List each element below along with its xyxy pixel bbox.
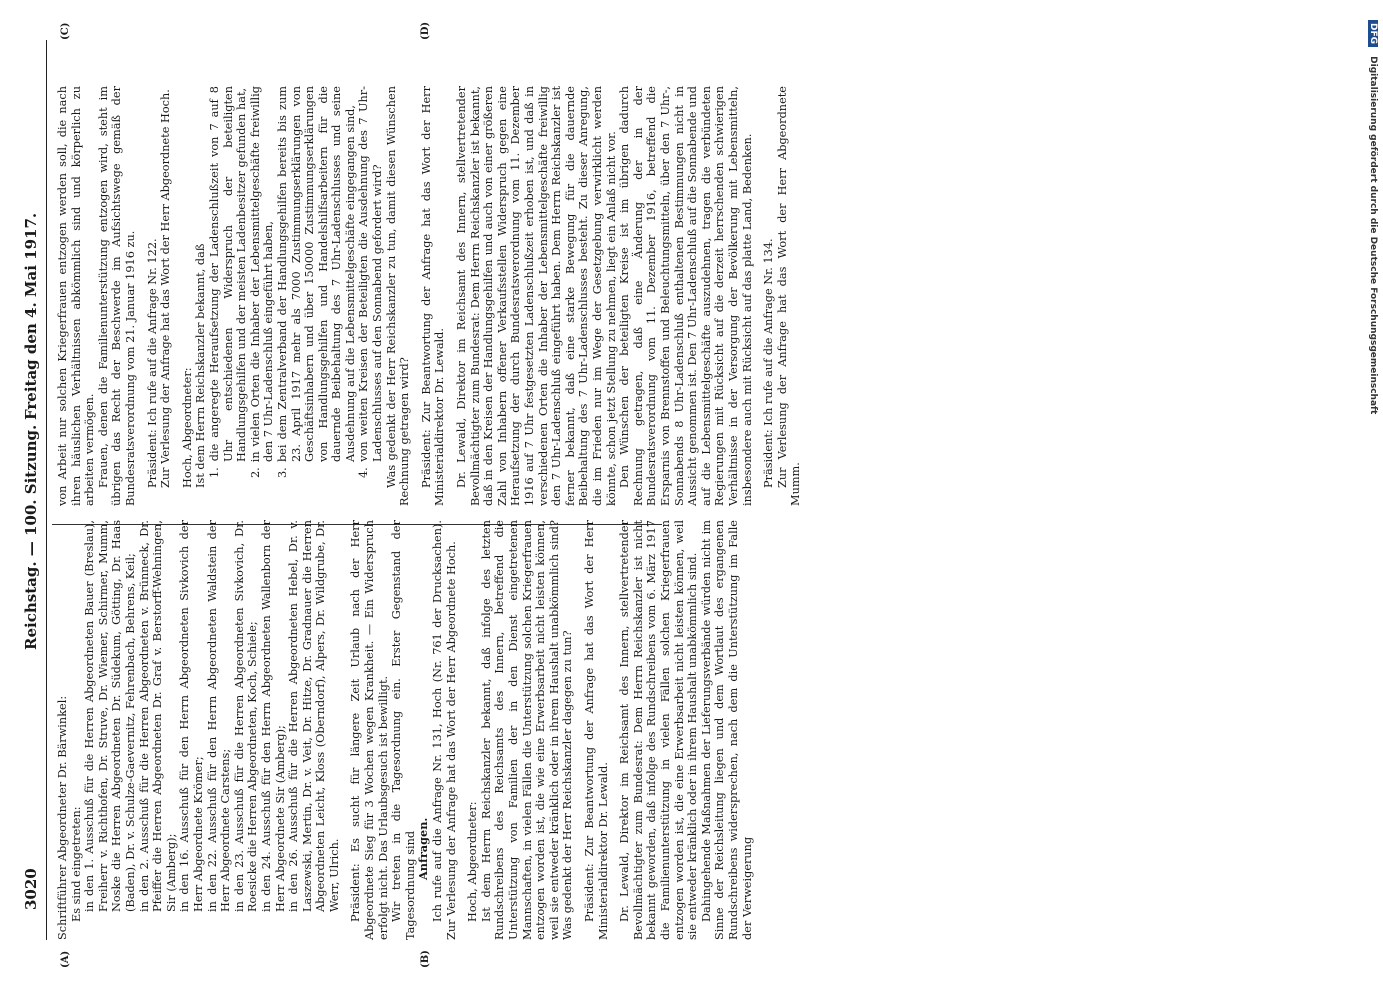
paragraph	[610, 520, 618, 940]
rotated-page	[20, 20, 1356, 980]
paragraph: Den Wünschen der beteiligten Kreise ist im übrigen dadurch Rechnung getragen, daß eine Änderung der in der Bundesratsverordnung vom 11. Dezember 1916, betreffend die Ersparnis von Brennstoffen und Beleuchtungsmitteln, über den 7 Uhr-, Sonnabends 8 Uhr-Ladenschluß enthaltenen Bestimmungen nicht in Aussicht genommen ist. Den 7 Uhr-Ladenschluß auf die Sonnabende und auf die Lebensmittelgeschäfte auszudehnen, tragen die verbündeten Regierungen mit Rücksicht auf die derzeit herrschenden schwierigen Verhältnisse in der Versorgung der Bevölkerung mit Lebensmitteln, insbesondere auch mit Rücksicht auf das platte Land, Bedenken.	[618, 86, 754, 506]
paragraph: Dr. Lewald, Direktor im Reichsamt des Innern, stellvertretender Bevollmächtigter zum Bundesrat: Dem Herrn Reichskanzler ist bekannt, daß in den Kreisen der Handlungsgehilfen und auch von einer größeren Zahl von Inhabern offener Verkaufsstellen Widerspruch gegen eine Heraufsetzung der durch Bundesratsverordnung vom 11. Dezember 1916 auf 7 Uhr festgesetzten Ladenschlußzeit erhoben ist, und daß in verschiedenen Orten die Inhaber der Lebensmittelgeschäfte freiwillig den 7 Uhr-Ladenschluß eingeführt haben. Dem Herrn Reichskanzler ist ferner bekannt, daß eine starke Bewegung für die dauernde Beibehaltung des 7 Uhr-Ladenschlusses besteht. Zu dieser Anregung, die im Frieden nur im Wege der Gesetzgebung verwirklicht werden könnte, schon jetzt Stellung zu nehmen, liegt ein Anlaß nicht vor.	[455, 86, 618, 506]
paragraph: in den 23. Ausschuß für die Herren Abgeordneten Sivkovich, Dr. Roesicke die Herren Abgeordneten, Koch, Schiele;	[232, 520, 260, 912]
paragraph: Wir treten in die Tagesordnung ein. Erster Gegenstand der Tagesordnung sind	[390, 520, 417, 940]
paragraph: Dr. Lewald, Direktor im Reichsamt des Innern, stellvertretender Bevollmächtigter zum Bundesrat: Dem Herrn Reichskanzler ist nicht bekannt geworden, daß infolge des Rundschreibens vom 6. März 1917 die Familienunterstützung in vielen Fällen solchen Kriegerfrauen entzogen worden ist, die eine Erwerbsarbeit nicht leisten können, weil sie entweder kränklich oder in ihrem Haushalt unabkömmlich sind.	[618, 520, 700, 940]
paragraph: Präsident: Zur Beantwortung der Anfrage hat das Wort der Herr Ministerialdirektor Dr. Lewald.	[419, 86, 447, 506]
paragraph: von Arbeit nur solchen Kriegerfrauen entzogen werden soll, die nach ihren häuslichen Verhältnissen abkömmlich sind und körperlich zu arbeiten vermögen.	[56, 86, 97, 506]
paragraph: Was gedenkt der Herr Reichskanzler zu tun, damit diesen Wünschen Rechnung getragen wird?	[384, 86, 412, 506]
page-header	[20, 20, 44, 980]
paragraph	[138, 86, 146, 506]
paragraph	[341, 520, 349, 940]
footer-text: Digitalisierung gefördert durch die Deutsche Forschungsgemeinschaft	[1368, 56, 1378, 415]
paragraph: Anfragen.	[416, 817, 431, 880]
paragraph: Präsident: Es sucht für längere Zeit Urlaub nach der Herr Abgeordnete Sieg für 3 Wochen wegen Krankheit. — Ein Widerspruch erfolgt nicht. Das Urlaubsgesuch ist bewilligt.	[349, 520, 390, 940]
paragraph: 3. bei dem Zentralverband der Handlungsgehilfen bereits bis zum 23. April 1917 mehr als 7000 Zustimmungserklärungen von Geschäftsinhabern und über 150000 Zustimmungserklärungen von Handlungsgehilfen und Handelshilfsarbeitern für die dauernde Beibehaltung des 7 Uhr-Ladenschlusses und seine Ausdehnung auf die Lebensmittelgeschäfte eingegangen sind,	[275, 86, 357, 478]
footer	[1362, 20, 1378, 980]
paragraph	[458, 520, 466, 940]
paragraph: Ich rufe auf die Anfrage Nr. 131, Hoch (Nr. 761 der Drucksachen). Zur Verlesung der Anfrage hat das Wort der Herr Abgeordnete Hoch.	[431, 520, 458, 940]
paragraph: in den 1. Ausschuß für die Herren Abgeordneten Bauer (Breslau), Freiherr v. Richthofen, Dr. Struve, Dr. Wiemer, Schirmer, Mumm, Noske die Herren Abgeordneten Dr. Südekum, Götting, Dr. Haas (Baden), Dr. v. Schulze-Gaevernitz, Fehrenbach, Behrens, Keil;	[83, 520, 137, 912]
left-column	[56, 520, 754, 940]
paragraph: Dahingehende Maßnahmen der Lieferungsverbände würden nicht im Sinne der Reichsleitung liegen und dem Wortlaut des ergangenen Rundschreibens widersprechen, nach dem die Unterstützung im Falle der Verweigerung	[699, 520, 754, 940]
session-title: Reichstag. — 100. Sitzung.	[22, 424, 40, 650]
paragraph: Ist dem Herrn Reichskanzler bekannt, daß	[194, 243, 208, 488]
header-rule	[46, 40, 47, 940]
paragraph: Es sind eingetreten:	[69, 806, 83, 922]
paragraph: in den 22. Ausschuß für den Herrn Abgeordneten Waldstein der Herr Abgeordnete Carstens;	[205, 520, 233, 912]
paragraph	[447, 86, 455, 506]
paragraph: Zur Verlesung der Anfrage hat das Wort der Herr Abgeordnete Mumm.	[775, 86, 803, 506]
paragraph: 4. von weiten Kreisen der Beteiligten die Ausdehnung des 7 Uhr-Ladenschlusses auf den Sonnabend gefordert wird?	[357, 86, 385, 478]
paragraph	[173, 86, 181, 506]
paragraph	[412, 86, 420, 506]
paragraph: Ist dem Herrn Reichskanzler bekannt, daß infolge des letzten Rundschreibens des Reichsamts des Innern, betreffend die Unterstützung von Familien der in den Dienst eingetretenen Mannschaften, in vielen Fällen die Unterstützung solchen Kriegerfrauen entzogen worden ist, die wie eine Erwerbsarbeit nicht leisten können, weil sie entweder kränklich oder in ihrem Haushalt unabkömmlich sind? Was gedenkt der Herr Reichskanzler dagegen zu tun?	[479, 520, 575, 940]
paragraph: Frauen, denen die Familienunterstützung entzogen wird, steht im übrigen das Recht der Beschwerde im Aufsichtswege gemäß der Bundesratsverordnung vom 21. Januar 1916 zu.	[96, 86, 137, 506]
paragraph: Hoch, Abgeordneter:	[466, 801, 480, 922]
paragraph: Schriftführer Abgeordneter Dr. Bärwinkel:	[56, 695, 69, 940]
paragraph: Präsident: Zur Beantwortung der Anfrage hat das Wort der Herr Ministerialdirektor Dr. Lewald.	[582, 520, 610, 940]
paragraph: 2. in vielen Orten die Inhaber der Lebensmittelgeschäfte freiwillig den 7 Uhr-Ladenschluß eingeführt haben,	[248, 86, 276, 478]
paragraph	[575, 520, 583, 940]
paragraph	[754, 86, 762, 506]
margin-mark-c: (C)	[60, 22, 71, 40]
paragraph: Zur Verlesung der Anfrage hat das Wort der Herr Abgeordnete Hoch.	[159, 89, 173, 488]
margin-mark-a: (A)	[60, 950, 71, 968]
paragraph: in den 24. Ausschuß für den Herrn Abgeordneten Wallenborn der Herr Abgeordnete Sir (Amberg);	[259, 520, 287, 912]
paragraph: in den 2. Ausschuß für die Herren Abgeordneten v. Brünneck, Dr. Pfeiffer die Herren Abgeordneten Dr. Graf v. Berstorff-Wehningen, Sir (Amberg);	[137, 520, 178, 912]
right-column	[56, 86, 803, 506]
paragraph: in den 26. Ausschuß für die Herren Abgeordneten Hebel, Dr. v. Laszewski, Mertin, Dr. v. Veit, Dr. Hitze, Dr. Gradnauer die Herren Abgeordneten Leicht, Kloss (Oberndorf), Alpers, Dr. Wildgrube, Dr. Werr, Ulrich.	[287, 520, 341, 912]
page-number: 3020	[22, 868, 40, 910]
session-date: Freitag den 4. Mai 1917.	[22, 212, 40, 420]
paragraph: in den 16. Ausschuß für den Herrn Abgeordneten Sivkovich der Herr Abgeordnete Krömer;	[178, 520, 205, 912]
paragraph: 1. die angeregte Heraufsetzung der Ladenschlußzeit von 7 auf 8 Uhr entschiedenen Widerspruch der beteiligten Handlungsgehilfen und der meisten Ladenbesitzer gefunden hat,	[207, 86, 249, 478]
dfg-logo: DFG	[1368, 20, 1378, 47]
margin-mark-d: (D)	[420, 21, 431, 40]
paragraph: Präsident: Ich rufe auf die Anfrage Nr. 122.	[145, 238, 159, 488]
paragraph: Präsident: Ich rufe auf die Anfrage Nr. 134.	[762, 238, 776, 488]
margin-mark-b: (B)	[420, 950, 431, 968]
paragraph: Hoch, Abgeordneter:	[180, 367, 194, 488]
